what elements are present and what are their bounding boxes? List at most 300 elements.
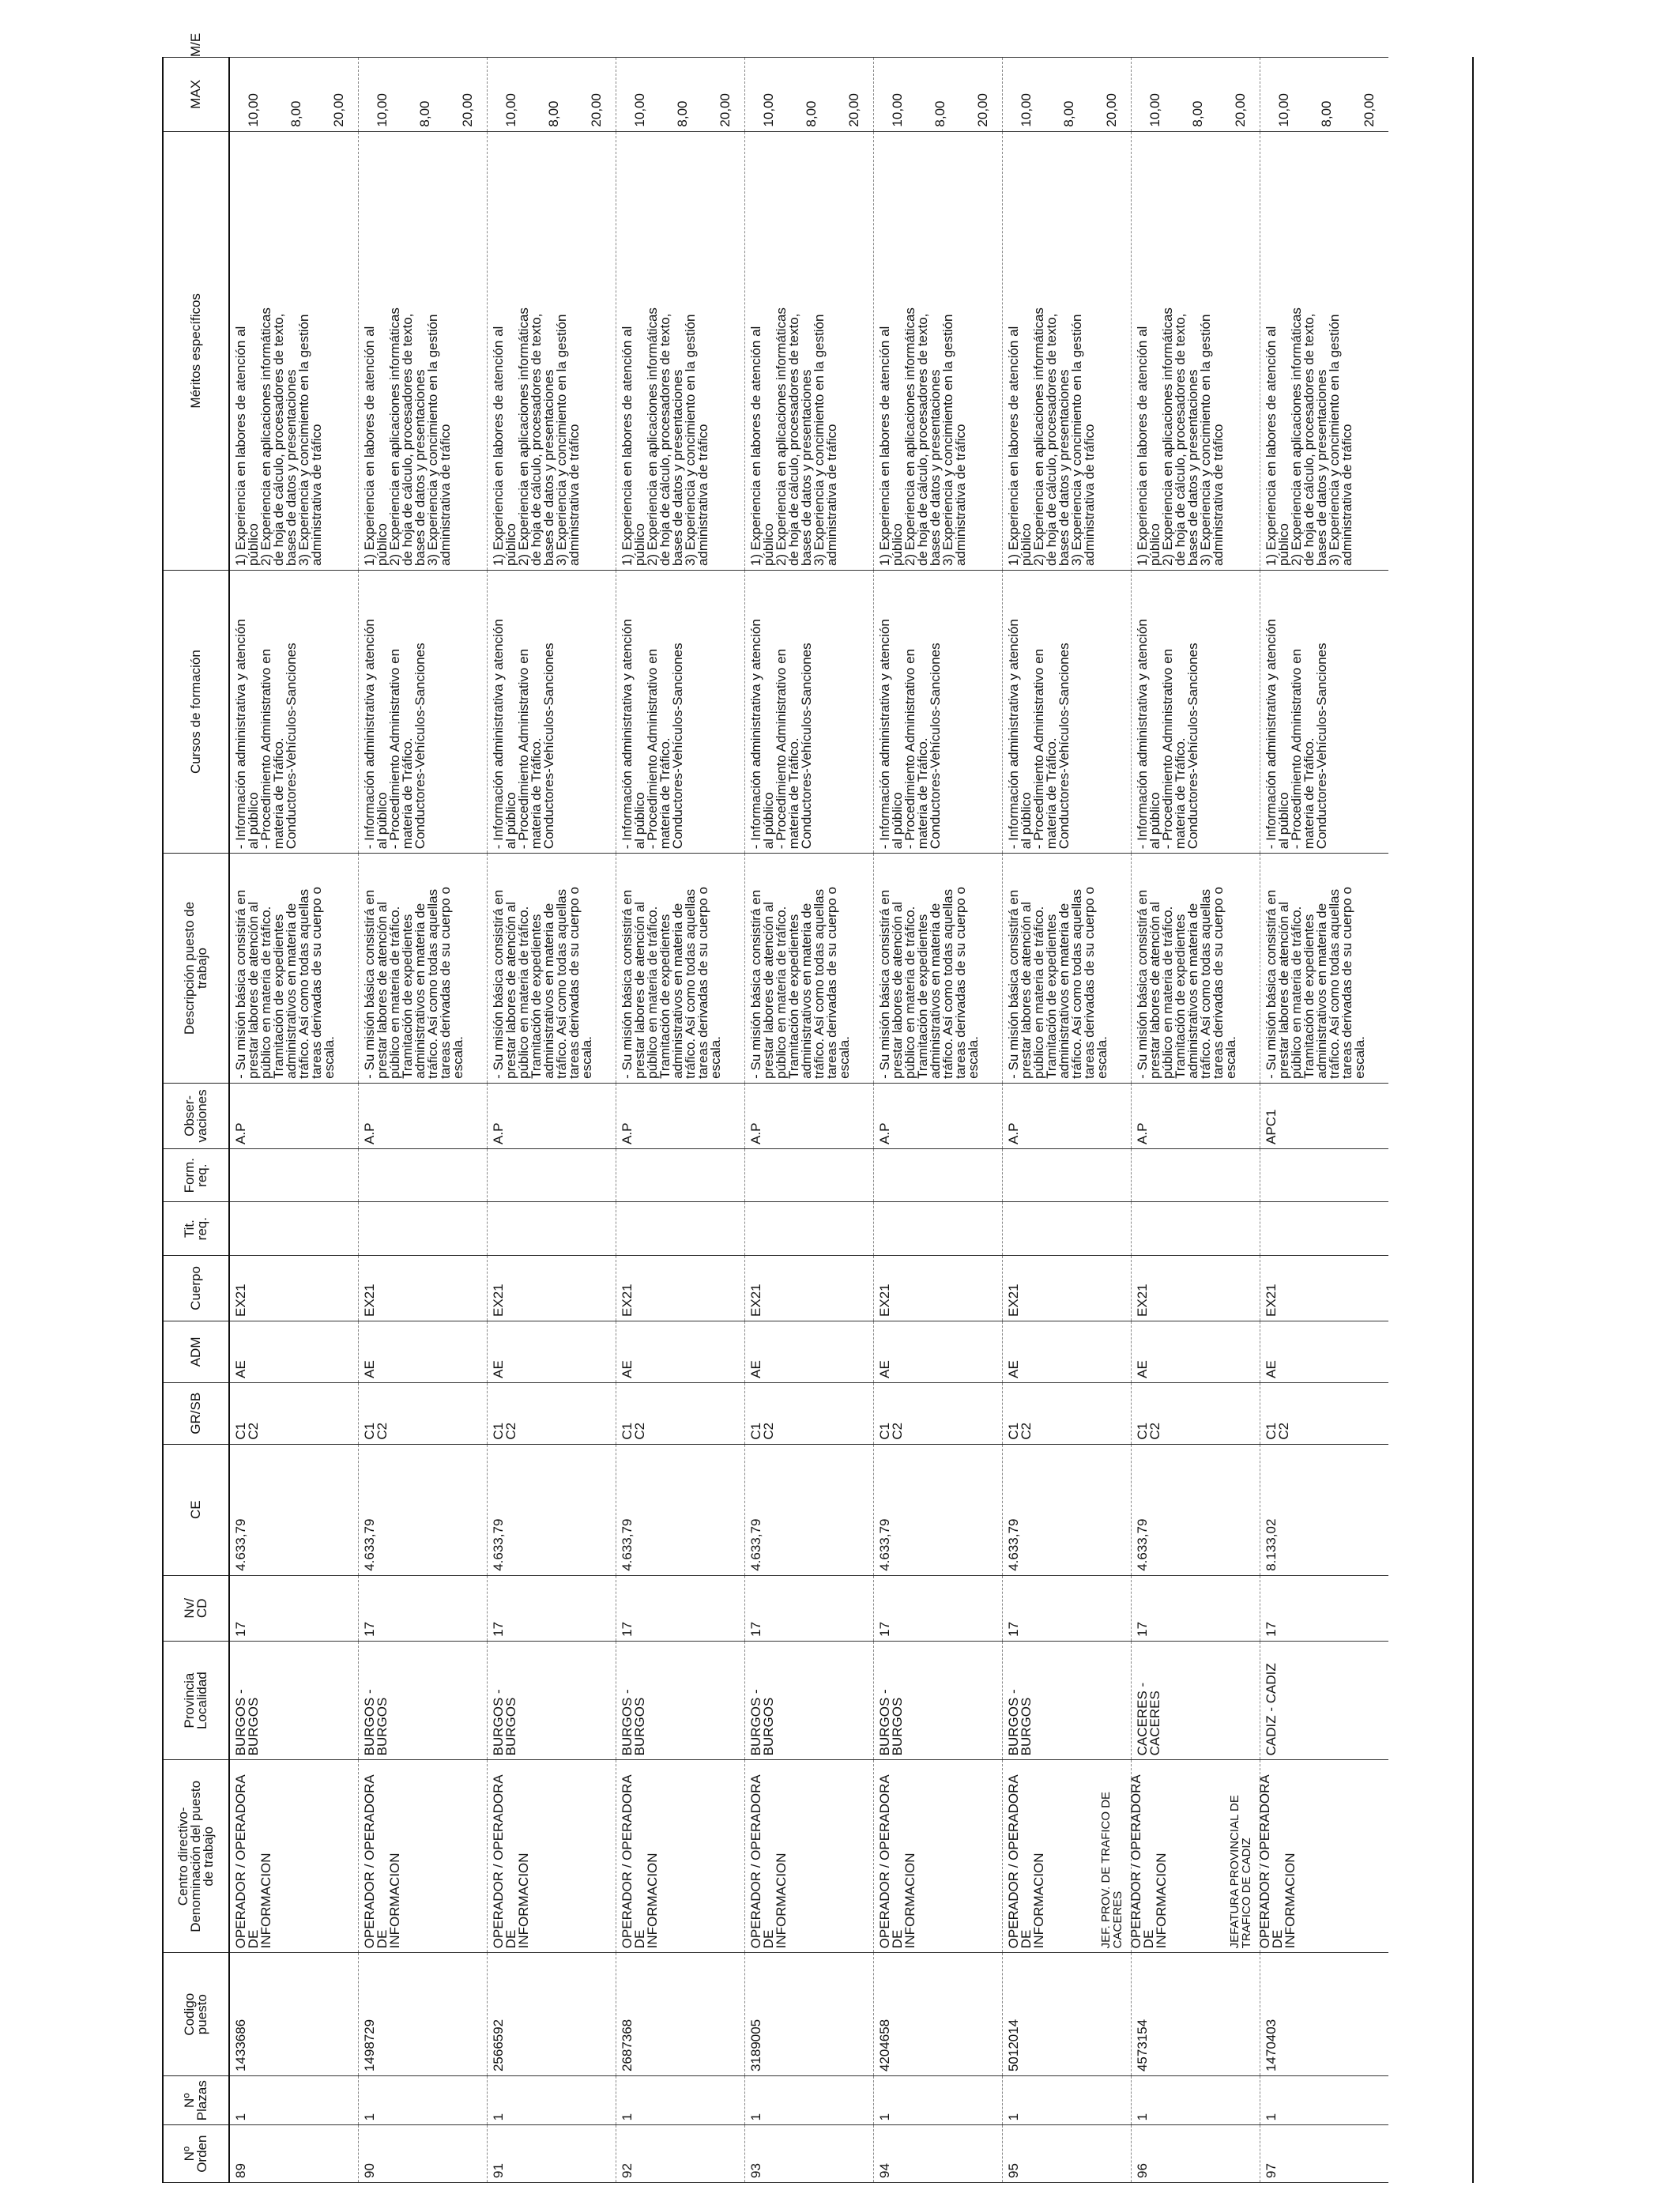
cell-centro-puesto: OPERADOR / OPERADORA DE INFORMACION (491, 1775, 531, 1949)
cell-meritos-text: 1) Experiencia en labores de atención al público 2) Experiencia en aplicaciones informáticas de hoja de cálculo, procesadores de texto, bases de datos y presentaciones 3) Experiencia y concimiento en la gestión administrativa de tráfico (1006, 307, 1097, 567)
cell-descripcion-text: - Su misión básica consistirá en prestar labores de atención al público en materia de tráfico. Tramitación de expedientes administrativos en materia de tráfico. Así como todas aquellas tareas derivadas de su cuerpo o escala. (491, 887, 594, 1079)
cell-adm (1003, 1321, 1132, 1382)
max-value: 8,00 (1319, 100, 1334, 127)
cell-provincia (745, 1641, 874, 1760)
cell-cursos (1132, 571, 1260, 854)
cell-provincia (1260, 1641, 1389, 1760)
cell-nivel (1003, 1575, 1132, 1641)
cell-ce (745, 1444, 874, 1575)
cell-cursos-text: - Información administrativa y atención al público - Procedimiento Administrativo en materia de Tráfico. Conductores-Vehículos-Sanciones (1135, 619, 1200, 850)
max-value: 20,00 (846, 93, 861, 127)
cell-cursos (359, 571, 488, 854)
cell-cuerpo-text: EX21 (620, 1284, 635, 1317)
max-value: 8,00 (932, 100, 947, 127)
cell-meritos (229, 131, 359, 570)
cell-provincia-text: BURGOS - BURGOS (748, 1689, 776, 1756)
cell-adm-text: AE (620, 1360, 635, 1378)
cell-max (616, 58, 745, 132)
max-value: 20,00 (460, 93, 475, 127)
cell-meritos (359, 131, 488, 570)
cell-tit (359, 1202, 488, 1255)
cell-nivel-text: 17 (1006, 1621, 1021, 1637)
header-obs: Obser- vaciones (163, 1083, 229, 1148)
cell-descripcion (359, 854, 488, 1084)
cell-orden (745, 2125, 874, 2183)
cell-grupo (745, 1382, 874, 1444)
cell-obs (745, 1083, 874, 1148)
cell-codigo-text: 2687368 (620, 2019, 635, 2072)
cell-orden-text: 91 (491, 2163, 506, 2178)
cell-plazas (359, 2076, 488, 2125)
cell-descripcion (488, 854, 616, 1084)
rotated-page (162, 32, 1474, 2183)
cell-plazas-text: 1 (877, 2113, 892, 2121)
cell-cuerpo-text: EX21 (748, 1284, 763, 1317)
cell-descripcion (745, 854, 874, 1084)
cell-max (745, 58, 874, 132)
cell-form (616, 1148, 745, 1201)
cell-meritos-text: 1) Experiencia en labores de atención al público 2) Experiencia en aplicaciones informáticas de hoja de cálculo, procesadores de texto, bases de datos y presentaciones 3) Experiencia y concimiento en la gestión administrativa de tráfico (748, 307, 839, 567)
cell-plazas (745, 2076, 874, 2125)
max-value: 8,00 (1061, 100, 1076, 127)
cell-cuerpo (488, 1255, 616, 1321)
cell-orden (1003, 2125, 1132, 2183)
cell-provincia (1132, 1641, 1260, 1760)
cell-orden-text: 93 (748, 2163, 763, 2178)
cell-orden-text: 96 (1135, 2163, 1150, 2178)
cell-max (1260, 58, 1389, 132)
cell-max (1003, 58, 1132, 132)
cell-descripcion-text: - Su misión básica consistirá en prestar labores de atención al público en materia de tráfico. Tramitación de expedientes administrativos en materia de tráfico. Así como todas aquellas tareas derivadas de su cuerpo o escala. (1006, 887, 1109, 1079)
cell-plazas-text: 1 (620, 2113, 635, 2121)
max-value: 8,00 (1190, 100, 1205, 127)
cell-cursos-text: - Información administrativa y atención al público - Procedimiento Administrativo en materia de Tráfico. Conductores-Vehículos-Sanciones (1006, 619, 1072, 850)
cell-codigo-text: 4204658 (877, 2019, 892, 2072)
cell-nivel (229, 1575, 359, 1641)
cell-adm (745, 1321, 874, 1382)
cell-meritos (1003, 131, 1132, 570)
cell-plazas-text: 1 (362, 2113, 377, 2121)
cell-grupo-text: C1 C2 (233, 1422, 261, 1440)
cell-centro-directivo: JEF. PROV. DE TRAFICO DE CACERES (1099, 1791, 1124, 1949)
cell-cursos (229, 571, 359, 854)
cell-grupo-text: C1 C2 (620, 1422, 647, 1440)
header-cuerpo: Cuerpo (163, 1255, 229, 1321)
cell-cursos (745, 571, 874, 854)
cell-nivel-text: 17 (491, 1621, 506, 1637)
cell-cuerpo-text: EX21 (362, 1284, 377, 1317)
cell-cuerpo (745, 1255, 874, 1321)
cell-adm-text: AE (1135, 1360, 1150, 1378)
cell-centro-puesto: OPERADOR / OPERADORA DE INFORMACION (877, 1775, 917, 1949)
cell-nivel-text: 17 (1135, 1621, 1150, 1637)
cell-plazas (874, 2076, 1003, 2125)
cell-centro (359, 1760, 488, 1953)
cell-obs (874, 1083, 1003, 1148)
cell-orden (616, 2125, 745, 2183)
cell-adm (488, 1321, 616, 1382)
table-row (1260, 58, 1389, 2183)
cell-tit (616, 1202, 745, 1255)
max-value: 20,00 (589, 93, 604, 127)
cell-tit (1132, 1202, 1260, 1255)
table-row (229, 58, 359, 2183)
cell-adm (359, 1321, 488, 1382)
cell-codigo (488, 1953, 616, 2076)
header-provincia: Provincia Localidad (163, 1641, 229, 1760)
cell-cursos-text: - Información administrativa y atención al público - Procedimiento Administrativo en materia de Tráfico. Conductores-Vehículos-Sanciones (877, 619, 943, 850)
cell-provincia-text: BURGOS - BURGOS (877, 1689, 905, 1756)
cell-obs-text: A.P (620, 1122, 635, 1144)
header-orden: Nº Orden (163, 2125, 229, 2183)
table-row (359, 58, 488, 2183)
cell-cursos-text: - Información administrativa y atención al público - Procedimiento Administrativo en materia de Tráfico. Conductores-Vehículos-Sanciones (491, 619, 556, 850)
max-value: 10,00 (1019, 93, 1034, 127)
cell-cuerpo (616, 1255, 745, 1321)
cell-grupo-text: C1 C2 (1135, 1422, 1162, 1440)
cell-meritos-text: 1) Experiencia en labores de atención al público 2) Experiencia en aplicaciones informáticas de hoja de cálculo, procesadores de texto, bases de datos y presentaciones 3) Experiencia y concimiento en la gestión administrativa de tráfico (620, 307, 710, 567)
cell-max (359, 58, 488, 132)
cell-plazas (229, 2076, 359, 2125)
cell-plazas-text: 1 (1006, 2113, 1021, 2121)
cell-tit (229, 1202, 359, 1255)
cell-grupo-text: C1 C2 (1006, 1422, 1034, 1440)
cell-centro-puesto: OPERADOR / OPERADORA DE INFORMACION (233, 1775, 273, 1949)
cell-orden-text: 90 (362, 2163, 377, 2178)
cell-centro (616, 1760, 745, 1953)
cell-ce-text: 4.633,79 (748, 1518, 763, 1571)
cell-nivel (616, 1575, 745, 1641)
cell-centro-puesto: OPERADOR / OPERADORA DE INFORMACION (748, 1775, 789, 1949)
cell-adm-text: AE (233, 1360, 248, 1378)
cell-nivel-text: 17 (1264, 1621, 1279, 1637)
cell-centro (488, 1760, 616, 1953)
cell-obs (1260, 1083, 1389, 1148)
cell-tit (874, 1202, 1003, 1255)
cell-form (1132, 1148, 1260, 1201)
cell-ce (359, 1444, 488, 1575)
cell-provincia (1003, 1641, 1132, 1760)
cell-obs-text: A.P (1006, 1122, 1021, 1144)
cell-codigo (1132, 1953, 1260, 2076)
cell-provincia-text: BURGOS - BURGOS (362, 1689, 390, 1756)
cell-plazas (488, 2076, 616, 2125)
cell-descripcion-text: - Su misión básica consistirá en prestar labores de atención al público en materia de tráfico. Tramitación de expedientes administrativos en materia de tráfico. Así como todas aquellas tareas derivadas de su cuerpo o escala. (1264, 887, 1367, 1079)
cell-plazas-text: 1 (748, 2113, 763, 2121)
max-value: 10,00 (1147, 93, 1162, 127)
cell-orden (1132, 2125, 1260, 2183)
cell-adm (1260, 1321, 1389, 1382)
cell-descripcion (1003, 854, 1132, 1084)
cell-adm (229, 1321, 359, 1382)
cell-obs (488, 1083, 616, 1148)
max-value: 20,00 (1362, 93, 1377, 127)
cell-codigo (359, 1953, 488, 2076)
cell-cuerpo-text: EX21 (1006, 1284, 1021, 1317)
cell-descripcion-text: - Su misión básica consistirá en prestar labores de atención al público en materia de tráfico. Tramitación de expedientes administrativos en materia de tráfico. Así como todas aquellas tareas derivadas de su cuerpo o escala. (362, 887, 465, 1079)
cell-form (229, 1148, 359, 1201)
header-grupo: GR/SB (163, 1382, 229, 1444)
cell-form (488, 1148, 616, 1201)
cell-grupo (1132, 1382, 1260, 1444)
max-value: 8,00 (675, 100, 690, 127)
cell-ce (616, 1444, 745, 1575)
cell-provincia-text: BURGOS - BURGOS (1006, 1689, 1034, 1756)
cell-ce-text: 4.633,79 (491, 1518, 506, 1571)
cell-nivel-text: 17 (877, 1621, 892, 1637)
cell-form (359, 1148, 488, 1201)
cell-ce (874, 1444, 1003, 1575)
positions-table (162, 32, 1388, 2183)
cell-grupo (616, 1382, 745, 1444)
cell-codigo-text: 4573154 (1135, 2019, 1150, 2072)
cell-centro (874, 1760, 1003, 1953)
cell-plazas (1132, 2076, 1260, 2125)
cell-grupo-text: C1 C2 (748, 1422, 776, 1440)
cell-nivel (874, 1575, 1003, 1641)
cell-descripcion (1132, 854, 1260, 1084)
cell-codigo (1003, 1953, 1132, 2076)
max-value: 20,00 (1233, 93, 1248, 127)
cell-cuerpo-text: EX21 (491, 1284, 506, 1317)
cell-adm-text: AE (491, 1360, 506, 1378)
cell-orden (874, 2125, 1003, 2183)
cell-orden (488, 2125, 616, 2183)
cell-nivel-text: 17 (362, 1621, 377, 1637)
cell-grupo-text: C1 C2 (491, 1422, 518, 1440)
cell-descripcion-text: - Su misión básica consistirá en prestar labores de atención al público en materia de tráfico. Tramitación de expedientes administrativos en materia de tráfico. Así como todas aquellas tareas derivadas de su cuerpo o escala. (748, 887, 852, 1079)
cell-nivel (488, 1575, 616, 1641)
cell-meritos-text: 1) Experiencia en labores de atención al público 2) Experiencia en aplicaciones informáticas de hoja de cálculo, procesadores de texto, bases de datos y presentaciones 3) Experiencia y concimiento en la gestión administrativa de tráfico (1264, 307, 1354, 567)
cell-obs (616, 1083, 745, 1148)
cell-ce (229, 1444, 359, 1575)
cell-descripcion-text: - Su misión básica consistirá en prestar labores de atención al público en materia de tráfico. Tramitación de expedientes administrativos en materia de tráfico. Así como todas aquellas tareas derivadas de su cuerpo o escala. (877, 887, 981, 1079)
cell-cuerpo (1260, 1255, 1389, 1321)
cell-centro (229, 1760, 359, 1953)
cell-orden-text: 95 (1006, 2163, 1021, 2178)
cell-meritos-text: 1) Experiencia en labores de atención al público 2) Experiencia en aplicaciones informáticas de hoja de cálculo, procesadores de texto, bases de datos y presentaciones 3) Experiencia y concimiento en la gestión administrativa de tráfico (877, 307, 968, 567)
cell-obs (1003, 1083, 1132, 1148)
cell-obs (1132, 1083, 1260, 1148)
cell-descripcion (874, 854, 1003, 1084)
cell-meritos-text: 1) Experiencia en labores de atención al público 2) Experiencia en aplicaciones informáticas de hoja de cálculo, procesadores de texto, bases de datos y presentaciones 3) Experiencia y concimiento en la gestión administrativa de tráfico (233, 307, 324, 567)
cell-tit (1260, 1202, 1389, 1255)
table-row (874, 58, 1003, 2183)
cell-cuerpo (874, 1255, 1003, 1321)
cell-grupo-text: C1 C2 (877, 1422, 905, 1440)
cell-descripcion-text: - Su misión básica consistirá en prestar labores de atención al público en materia de tráfico. Tramitación de expedientes administrativos en materia de tráfico. Así como todas aquellas tareas derivadas de su cuerpo o escala. (1135, 887, 1238, 1079)
cell-form (1260, 1148, 1389, 1201)
cell-meritos-text: 1) Experiencia en labores de atención al público 2) Experiencia en aplicaciones informáticas de hoja de cálculo, procesadores de texto, bases de datos y presentaciones 3) Experiencia y concimiento en la gestión administrativa de tráfico (362, 307, 453, 567)
cell-cursos-text: - Información administrativa y atención al público - Procedimiento Administrativo en materia de Tráfico. Conductores-Vehículos-Sanciones (362, 619, 428, 850)
cell-ce (1260, 1444, 1389, 1575)
cell-cuerpo (1132, 1255, 1260, 1321)
cell-obs (359, 1083, 488, 1148)
cell-grupo (359, 1382, 488, 1444)
cell-codigo (745, 1953, 874, 2076)
table-row (745, 58, 874, 2183)
max-value: 10,00 (761, 93, 776, 127)
cell-centro-puesto: OPERADOR / OPERADORA DE INFORMACION (1006, 1775, 1046, 1949)
cell-cursos (488, 571, 616, 854)
cell-plazas-text: 1 (1135, 2113, 1150, 2121)
header-centro: Centro directivo- Denominación del puesto de trabajo (163, 1760, 229, 1953)
cell-nivel-text: 17 (620, 1621, 635, 1637)
max-value: 8,00 (546, 100, 561, 127)
cell-meritos (1132, 131, 1260, 570)
cell-tit (1003, 1202, 1132, 1255)
cell-orden (229, 2125, 359, 2183)
max-value: 20,00 (718, 93, 733, 127)
cell-plazas-text: 1 (491, 2113, 506, 2121)
cell-max (1132, 58, 1260, 132)
cell-ce-text: 4.633,79 (1135, 1518, 1150, 1571)
cell-obs-text: A.P (748, 1122, 763, 1144)
cell-centro-puesto: OPERADOR / OPERADORA DE INFORMACION (620, 1775, 660, 1949)
max-value: 8,00 (804, 100, 819, 127)
cell-ce-text: 4.633,79 (620, 1518, 635, 1571)
cell-codigo (874, 1953, 1003, 2076)
header-cursos: Cursos de formación (163, 571, 229, 854)
cell-max (229, 58, 359, 132)
cell-meritos (1260, 131, 1389, 570)
cell-tit (745, 1202, 874, 1255)
cell-cursos-text: - Información administrativa y atención al público - Procedimiento Administrativo en materia de Tráfico. Conductores-Vehículos-Sanciones (620, 619, 685, 850)
cell-cursos (874, 571, 1003, 854)
cell-ce-text: 4.633,79 (233, 1518, 248, 1571)
cell-plazas-text: 1 (1264, 2113, 1279, 2121)
cell-meritos (616, 131, 745, 570)
cell-centro-directivo: JEFATURA PROVINCIAL DE TRAFICO DE CADIZ (1228, 1795, 1253, 1949)
cell-form (874, 1148, 1003, 1201)
cell-ce-text: 4.633,79 (1006, 1518, 1021, 1571)
header-form: Form. req. (163, 1148, 229, 1201)
cell-meritos-text: 1) Experiencia en labores de atención al público 2) Experiencia en aplicaciones informáticas de hoja de cálculo, procesadores de texto, bases de datos y presentaciones 3) Experiencia y concimiento en la gestión administrativa de tráfico (1135, 307, 1226, 567)
cell-form (1003, 1148, 1132, 1201)
cell-obs-text: A.P (877, 1122, 892, 1144)
header-nivel: Nv/ CD (163, 1575, 229, 1641)
max-value: 10,00 (1276, 93, 1291, 127)
cell-centro (745, 1760, 874, 1953)
cell-descripcion (1260, 854, 1389, 1084)
cell-cuerpo-text: EX21 (1264, 1284, 1279, 1317)
cell-centro-puesto: OPERADOR / OPERADORA DE INFORMACION (1128, 1775, 1169, 1949)
cell-codigo (1260, 1953, 1389, 2076)
cell-cursos (1260, 571, 1389, 854)
cell-plazas (1003, 2076, 1132, 2125)
cell-meritos-text: 1) Experiencia en labores de atención al público 2) Experiencia en aplicaciones informáticas de hoja de cálculo, procesadores de texto, bases de datos y presentaciones 3) Experiencia y concimiento en la gestión administrativa de tráfico (491, 307, 582, 567)
cell-adm (616, 1321, 745, 1382)
cell-provincia-text: BURGOS - BURGOS (620, 1689, 647, 1756)
cell-grupo (229, 1382, 359, 1444)
cell-grupo-text: C1 C2 (1264, 1422, 1291, 1440)
cell-descripcion-text: - Su misión básica consistirá en prestar labores de atención al público en materia de tráfico. Tramitación de expedientes administrativos en materia de tráfico. Así como todas aquellas tareas derivadas de su cuerpo o escala. (620, 887, 723, 1079)
max-value: 8,00 (417, 100, 432, 127)
cell-cursos-text: - Información administrativa y atención al público - Procedimiento Administrativo en materia de Tráfico. Conductores-Vehículos-Sanciones (1264, 619, 1329, 850)
header-plazas: Nº Plazas (163, 2076, 229, 2125)
cell-ce-text: 8.133,02 (1264, 1518, 1279, 1571)
cell-obs-text: A.P (491, 1122, 506, 1144)
table-body (229, 58, 1388, 2183)
cell-plazas (616, 2076, 745, 2125)
cell-ce (1132, 1444, 1260, 1575)
header-descripcion: Descripción puesto de trabajo (163, 854, 229, 1084)
cell-cuerpo-text: EX21 (877, 1284, 892, 1317)
cell-provincia (359, 1641, 488, 1760)
table-row (616, 58, 745, 2183)
cell-cuerpo-text: EX21 (1135, 1284, 1150, 1317)
cell-provincia (616, 1641, 745, 1760)
cell-codigo-text: 1433686 (233, 2019, 248, 2072)
header-meritos: Méritos específicos (163, 131, 229, 570)
header-row: Nº Orden Nº Plazas Codigo puesto Centro directivo- Denominación del puesto de trabajo Provincia Localidad Nv/ CD CE GR/SB ADM Cuerpo Tit. req. Form. req. Obser- vaciones Descripción puesto de trabajo Cursos de formación Méritos específicos MAX M/E (163, 58, 229, 2183)
cell-adm-text: AE (1006, 1360, 1021, 1378)
cell-codigo-text: 5012014 (1006, 2019, 1021, 2072)
cell-plazas (1260, 2076, 1389, 2125)
cell-grupo (874, 1382, 1003, 1444)
cell-nivel (745, 1575, 874, 1641)
cell-cuerpo (359, 1255, 488, 1321)
cell-cuerpo (229, 1255, 359, 1321)
cell-provincia-text: BURGOS - BURGOS (491, 1689, 518, 1756)
cell-codigo-text: 2566592 (491, 2019, 506, 2072)
cell-descripcion-text: - Su misión básica consistirá en prestar labores de atención al público en materia de tráfico. Tramitación de expedientes administrativos en materia de tráfico. Así como todas aquellas tareas derivadas de su cuerpo o escala. (233, 887, 337, 1079)
cell-codigo (616, 1953, 745, 2076)
cell-descripcion (229, 854, 359, 1084)
cell-codigo-text: 1498729 (362, 2019, 377, 2072)
cell-nivel-text: 17 (748, 1621, 763, 1637)
cell-obs-text: APC1 (1264, 1109, 1279, 1144)
cell-form (745, 1148, 874, 1201)
cell-obs-text: A.P (362, 1122, 377, 1144)
cell-nivel (1260, 1575, 1389, 1641)
cell-ce-text: 4.633,79 (877, 1518, 892, 1571)
cell-cursos-text: - Información administrativa y atención al público - Procedimiento Administrativo en materia de Tráfico. Conductores-Vehículos-Sanciones (233, 619, 299, 850)
header-codigo: Codigo puesto (163, 1953, 229, 2076)
cell-centro-puesto: OPERADOR / OPERADORA DE INFORMACION (1257, 1775, 1298, 1949)
cell-meritos (745, 131, 874, 570)
header-adm: ADM (163, 1321, 229, 1382)
max-value: 20,00 (331, 93, 346, 127)
max-value: 8,00 (288, 100, 303, 127)
cell-adm (1132, 1321, 1260, 1382)
table-row (488, 58, 616, 2183)
max-value: 10,00 (246, 93, 261, 127)
cell-max (874, 58, 1003, 132)
cell-meritos (488, 131, 616, 570)
cell-ce-text: 4.633,79 (362, 1518, 377, 1571)
cell-nivel (359, 1575, 488, 1641)
cell-orden-text: 97 (1264, 2163, 1279, 2178)
header-ce: CE (163, 1444, 229, 1575)
header-tit: Tit. req. (163, 1202, 229, 1255)
cell-provincia-text: CACERES - CACERES (1135, 1682, 1162, 1756)
cell-cursos (616, 571, 745, 854)
cell-adm-text: AE (877, 1360, 892, 1378)
cell-ce (1003, 1444, 1132, 1575)
cell-nivel-text: 17 (233, 1621, 248, 1637)
max-value: 20,00 (1104, 93, 1119, 127)
cell-tit (488, 1202, 616, 1255)
cell-orden-text: 89 (233, 2163, 248, 2178)
cell-grupo (488, 1382, 616, 1444)
cell-codigo-text: 1470403 (1264, 2019, 1279, 2072)
cell-provincia (229, 1641, 359, 1760)
cell-obs (229, 1083, 359, 1148)
cell-obs-text: A.P (233, 1122, 248, 1144)
cell-cuerpo-text: EX21 (233, 1284, 248, 1317)
cell-grupo (1260, 1382, 1389, 1444)
